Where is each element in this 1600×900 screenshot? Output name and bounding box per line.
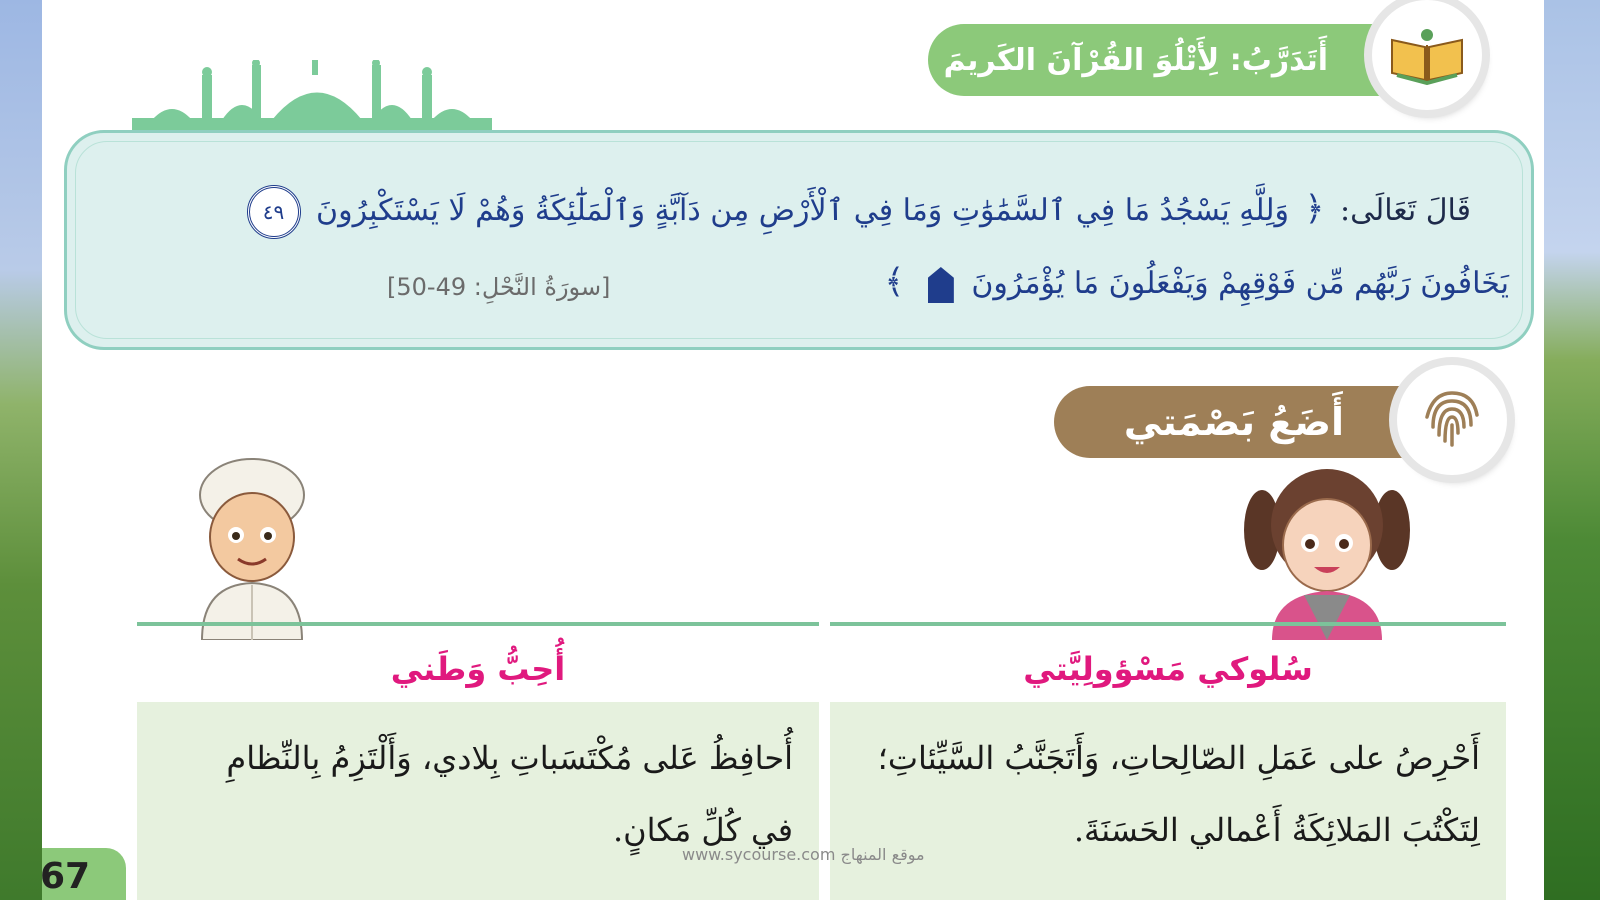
practice-recitation-header xyxy=(928,24,1398,96)
verse-text-2: يَخَافُونَ رَبَّهُم مِّن فَوْقِهِمْ وَيَفْعَلُونَ مَا يُؤْمَرُونَ xyxy=(971,266,1509,301)
left-panel-body xyxy=(137,702,819,900)
quran-bracket-close: ﴾ xyxy=(884,262,905,302)
girl-character xyxy=(1242,455,1412,640)
right-panel-line-2: لِتَكْتُبَ المَلائِكَةُ أَعْمالي الحَسَنَةَ. xyxy=(1073,811,1480,849)
my-imprint-header xyxy=(1054,386,1424,458)
boy-character xyxy=(182,455,322,640)
sajda-mark-icon xyxy=(928,267,954,303)
mosque-silhouette-icon xyxy=(132,60,492,135)
section-title: أَضَعُ بَصْمَتي xyxy=(1123,400,1344,444)
header-title: أَتَدَرَّبُ: لِأَتْلُوَ القُرْآنَ الكَريمَ xyxy=(943,42,1328,78)
watermark: www.sycourse.com موقع المنهاج xyxy=(682,845,925,864)
page-number: 67 xyxy=(40,856,91,897)
quran-verse-frame xyxy=(64,130,1534,350)
right-panel-title: سُلوكي مَسْؤولِيَّتي xyxy=(1023,650,1313,688)
fingerprint-badge xyxy=(1397,365,1507,475)
left-panel-line-2: في كُلِّ مَكانٍ. xyxy=(612,811,793,849)
verse-intro: قَالَ تَعَالَى: xyxy=(1339,193,1471,228)
background-right-landscape xyxy=(1544,0,1600,900)
quran-book-icon xyxy=(1387,25,1467,85)
surah-reference: [سورَةُ النَّحْلِ: 49-50] xyxy=(387,273,611,301)
verse-line-1 xyxy=(241,185,1472,239)
left-panel-line-1: أُحافِظُ عَلى مُكْتَسَباتِ بِلادي، وَأَلْتَزِمُ بِالنِّظامِ xyxy=(226,739,793,777)
right-panel-divider xyxy=(830,622,1506,626)
verse-text-1: وَلِلَّهِ يَسْجُدُ مَا فِي ٱلسَّمَٰوَٰتِ وَمَا فِي ٱلْأَرْضِ مِن دَآبَّةٍ وَٱلْمَلَٰٓئِكَةُ وَهُمْ لَا يَسْتَكْبِرُونَ xyxy=(316,193,1289,228)
ayah-number-49: ٤٩ xyxy=(247,185,301,239)
left-panel-title: أُحِبُّ وَطَني xyxy=(390,650,566,688)
fingerprint-icon xyxy=(1419,387,1485,453)
verse-line-2 xyxy=(878,261,1509,303)
right-panel-line-1: أَحْرِصُ على عَمَلِ الصّالِحاتِ، وَأَتَجَنَّبُ السَّيِّئاتِ؛ xyxy=(877,739,1480,777)
textbook-page xyxy=(42,0,1544,900)
right-panel-body xyxy=(830,702,1506,900)
background-left-landscape xyxy=(0,0,42,900)
left-panel-divider xyxy=(137,622,819,626)
quran-badge xyxy=(1372,0,1482,110)
quran-bracket-open: ﴿ xyxy=(1304,189,1325,229)
